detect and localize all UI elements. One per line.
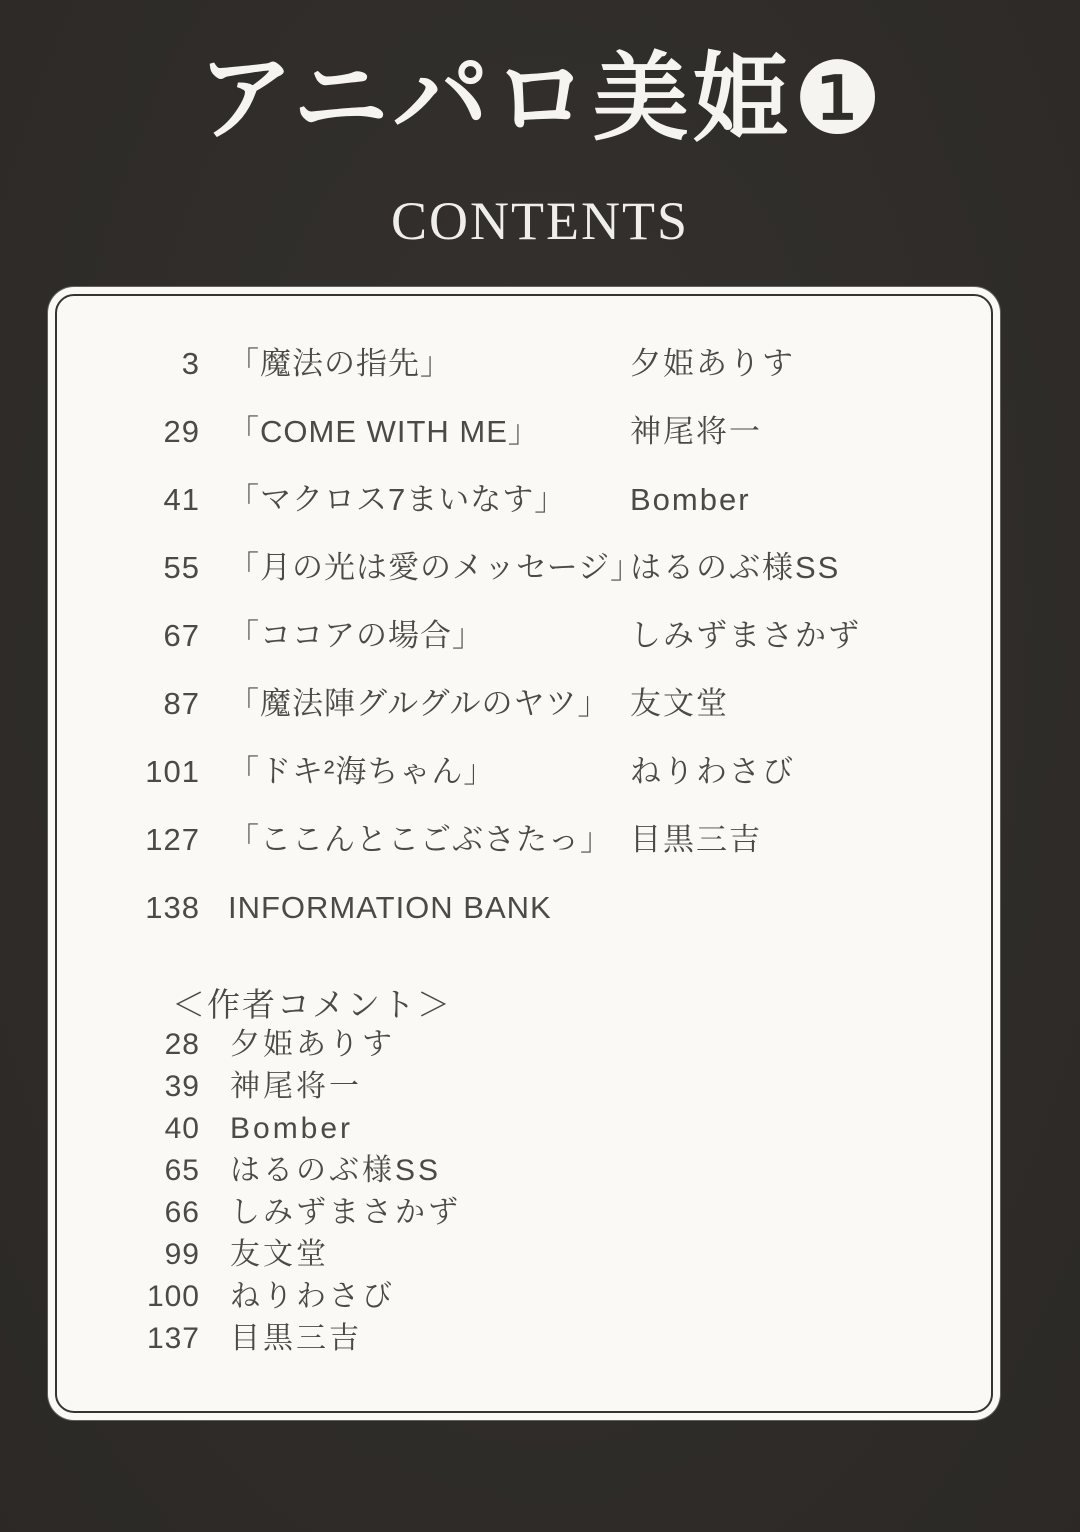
toc-row — [48, 345, 1000, 382]
comment-row — [48, 1071, 1000, 1103]
comment-row — [48, 1029, 1000, 1061]
toc-entry-author: ねりわさび — [630, 754, 795, 789]
comment-author: Bomber — [230, 1112, 354, 1145]
toc-entry-title: 「魔法の指先」 — [228, 346, 452, 381]
book-title — [0, 42, 1080, 157]
toc-entry-title: 「COME WITH ME」 — [228, 414, 540, 449]
contents-heading: CONTENTS — [391, 191, 689, 251]
comment-row — [48, 1323, 1000, 1355]
toc-row — [48, 413, 1000, 450]
toc-entry-title: 「月の光は愛のメッセージ」 — [228, 550, 643, 585]
comment-author: 目黒三吉 — [230, 1322, 362, 1355]
toc-row — [48, 617, 1000, 654]
toc-entry-author: 神尾将一 — [630, 414, 762, 449]
toc-row — [48, 821, 1000, 858]
toc-list — [48, 345, 1000, 957]
toc-page-number: 29 — [163, 414, 200, 449]
comment-page-number: 99 — [164, 1238, 200, 1271]
author-comments-heading: ＜作者コメント＞ — [172, 986, 452, 1023]
toc-page-number: 3 — [181, 346, 200, 381]
toc-page-number: 101 — [145, 754, 200, 789]
toc-page-number: 67 — [163, 618, 200, 653]
toc-page-number: 87 — [163, 686, 200, 721]
toc-box — [48, 287, 1000, 1420]
toc-row — [48, 889, 1000, 926]
comment-author: はるのぶ様SS — [230, 1154, 442, 1187]
author-comments-list — [48, 1029, 1000, 1365]
toc-entry-title: 「ドキ²海ちゃん」 — [228, 754, 496, 789]
toc-entry-author: 友文堂 — [630, 686, 729, 721]
toc-entry-title: 「マクロス7まいなす」 — [228, 482, 567, 517]
comment-row — [48, 1281, 1000, 1313]
toc-entry-title: INFORMATION BANK — [228, 890, 552, 925]
comment-row — [48, 1239, 1000, 1271]
comment-page-number: 65 — [164, 1154, 200, 1187]
comment-author: 友文堂 — [230, 1238, 329, 1271]
comment-page-number: 40 — [164, 1112, 200, 1145]
toc-entry-author: 目黒三吉 — [630, 822, 762, 857]
comment-page-number: 66 — [164, 1196, 200, 1229]
toc-row — [48, 549, 1000, 586]
comment-author: 神尾将一 — [230, 1070, 362, 1103]
toc-entry-title: 「ココアの場合」 — [228, 618, 484, 653]
toc-entry-title: 「魔法陣グルグルのヤツ」 — [228, 686, 610, 721]
toc-entry-author: 夕姫ありす — [630, 346, 795, 381]
comment-author: ねりわさび — [230, 1280, 395, 1313]
comment-page-number: 137 — [146, 1322, 200, 1355]
toc-entry-author: しみずまさかず — [630, 618, 861, 653]
toc-row — [48, 481, 1000, 518]
comment-page-number: 39 — [164, 1070, 200, 1103]
book-title-text: アニパロ美姫 — [197, 45, 793, 152]
comment-author: しみずまさかず — [230, 1196, 461, 1229]
toc-entry-author: はるのぶ様SS — [630, 550, 841, 585]
toc-row — [48, 685, 1000, 722]
toc-page-number: 41 — [163, 482, 200, 517]
comment-row — [48, 1155, 1000, 1187]
circled-one-badge-icon: ❶ — [792, 43, 883, 155]
toc-entry-author: Bomber — [630, 482, 751, 517]
toc-page-number: 55 — [163, 550, 200, 585]
toc-entry-title: 「ここんとこごぶさたっ」 — [228, 822, 612, 857]
comment-author: 夕姫ありす — [230, 1028, 395, 1061]
comment-page-number: 28 — [164, 1028, 200, 1061]
comment-row — [48, 1197, 1000, 1229]
toc-content — [48, 287, 1000, 1420]
toc-page-number: 138 — [145, 890, 200, 925]
toc-page-number: 127 — [145, 822, 200, 857]
comment-page-number: 100 — [146, 1280, 200, 1313]
toc-row — [48, 753, 1000, 790]
comment-row — [48, 1113, 1000, 1145]
